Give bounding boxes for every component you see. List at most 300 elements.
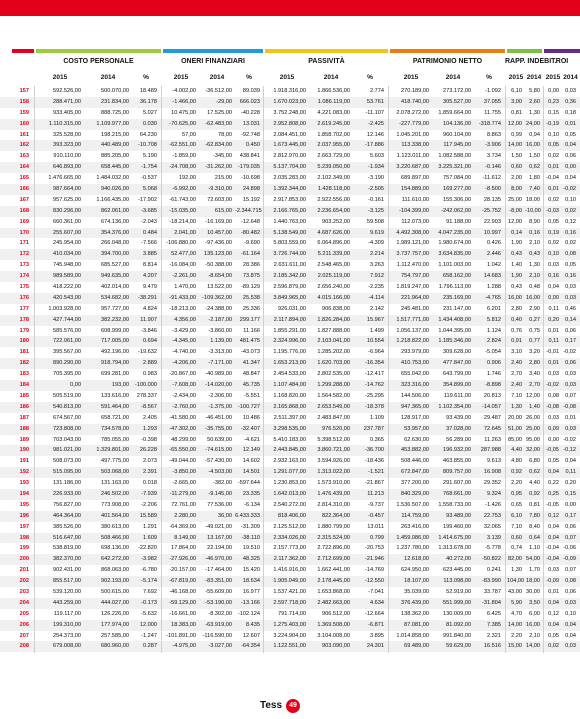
table-cell: -5.778 (485, 545, 501, 552)
table-cell: 9.479 (143, 284, 157, 291)
table-cell: 6,80 (529, 458, 540, 465)
table-cell: -21.946 (365, 556, 384, 563)
table-cell: -18.213,00 (169, 305, 196, 312)
table-cell: 1.056.137,00 (396, 327, 429, 334)
table-cell: 199.460,00 (443, 523, 471, 530)
table-cell: 2,70 (511, 371, 522, 378)
table-cell: -12.417 (365, 371, 384, 378)
table-cell: 1.653.213,00 (273, 360, 306, 367)
table-cell: 1,30 (511, 403, 522, 410)
table-cell: 1.918.316,00 (273, 88, 306, 94)
sub-header-pct: % (246, 74, 252, 81)
table-cell: 1.112.470,00 (396, 262, 429, 269)
table-cell: 2.922.556,00 (317, 196, 350, 203)
table-cell: 0,00 (548, 88, 559, 94)
table-cell: 69.489,00 (404, 643, 429, 650)
table-cell: 0,03 (565, 599, 576, 606)
table-cell: 8,00 (511, 186, 522, 193)
table-cell: 199.310,00 (53, 621, 81, 628)
table-cell: 902.193,00 (101, 578, 129, 585)
table-cell: -102.124 (237, 610, 260, 617)
table-cell: 1.139,00 (210, 338, 232, 345)
table-cell: -318.774 (478, 120, 501, 127)
table-cell: 9.613 (487, 458, 501, 465)
table-cell: 1,10 (529, 545, 540, 552)
table-cell: 10.457,00 (207, 229, 232, 236)
table-cell: -10,00 (525, 207, 541, 214)
table-cell: 0,05 (548, 632, 559, 639)
table-cell: -8.567 (141, 403, 157, 410)
table-cell: 3,10 (511, 349, 522, 356)
table-cell: -3.027,00 (208, 643, 232, 650)
table-cell: 0.484 (143, 229, 157, 236)
table-cell: 646.893,00 (53, 164, 81, 171)
table-cell: 4.015.166,00 (317, 294, 350, 301)
table-cell: 113.338,00 (401, 142, 429, 149)
table-cell: -36.700 (365, 447, 384, 454)
table-cell: -35.755,00 (205, 425, 232, 432)
table-cell: 508.073,00 (53, 458, 81, 465)
table-cell: 0,10 (548, 251, 559, 258)
table-cell: -40.989,00 (205, 371, 232, 378)
table-row (0, 315, 580, 326)
table-row (0, 554, 580, 565)
table-cell: -0,02 (563, 436, 576, 443)
table-cell: 22.903 (483, 218, 501, 225)
table-cell: 0.983 (143, 371, 157, 378)
table-cell: 0,20 (565, 480, 576, 487)
table-cell: 0,12 (548, 512, 559, 519)
table-cell: 1.517.771,00 (396, 316, 429, 323)
table-cell: 0,00 (548, 436, 559, 443)
table-cell: 0,60 (511, 164, 522, 171)
table-cell: 20,00 (508, 414, 522, 421)
table-cell: 680.960,00 (101, 643, 129, 650)
row-number: 202 (19, 578, 29, 585)
column-separator (34, 86, 35, 653)
table-cell: 6,10 (511, 512, 522, 519)
table-cell: 0,00 (548, 294, 559, 301)
table-cell: 773.908,00 (101, 501, 129, 508)
table-cell: 15.967 (366, 316, 384, 323)
table-cell: -6.871 (368, 621, 384, 628)
table-cell: 0.018 (143, 480, 157, 487)
sub-header-y2015: 2015 (279, 74, 295, 81)
table-cell: 0,05 (565, 131, 576, 138)
table-cell: 14,00 (526, 643, 540, 650)
table-cell: 5.603 (370, 153, 384, 160)
table-cell: 382.370,00 (53, 556, 81, 563)
table-cell: 1.536.507,00 (396, 501, 429, 508)
table-row (0, 413, 580, 424)
table-row (0, 140, 580, 151)
table-cell: 505.519,00 (53, 392, 81, 399)
table-cell: 4,40 (511, 447, 522, 454)
table-cell: 7.692 (143, 588, 157, 595)
table-cell: 4.221.083,00 (317, 109, 350, 116)
top-accent-bar (0, 0, 580, 16)
table-cell: 508.466,00 (101, 534, 129, 541)
table-cell: 0,02 (548, 196, 559, 203)
column-separator (161, 86, 162, 653)
table-cell: -4.345,00 (172, 338, 196, 345)
table-cell: -27.926,00 (169, 556, 196, 563)
table-cell: 0,03 (548, 262, 559, 269)
table-cell: 245.481,00 (401, 305, 429, 312)
table-cell: 0,40 (511, 316, 522, 323)
table-cell: 53.957,00 (404, 425, 429, 432)
table-cell: 0.030 (143, 120, 157, 127)
table-cell: 395.567,00 (53, 349, 81, 356)
table-cell: 135.123,00 (204, 251, 232, 258)
table-cell: 0,25 (548, 490, 559, 497)
table-cell: 16,00 (526, 142, 540, 149)
table-cell: 29.487 (483, 414, 501, 421)
table-cell: 6,00 (529, 610, 540, 617)
table-cell: 3.885 (143, 251, 157, 258)
table-row (0, 293, 580, 304)
table-cell: -5.551 (244, 392, 260, 399)
table-cell: 1,70 (529, 567, 540, 574)
table-cell: 2.540.272,00 (273, 501, 306, 508)
table-cell: 0,46 (565, 305, 576, 312)
table-cell: -70.625,00 (169, 120, 196, 127)
table-cell: 10.554 (366, 338, 384, 345)
table-cell: 1.293 (143, 425, 157, 432)
row-number: 173 (19, 262, 29, 269)
table-cell: -6.134 (244, 501, 260, 508)
table-cell: 0,04 (565, 142, 576, 149)
table-cell: 0,04 (565, 458, 576, 465)
table-cell: 0,11 (548, 338, 559, 345)
table-cell: 0,05 (548, 142, 559, 149)
table-cell: 11.907 (140, 316, 157, 323)
table-cell: 291.607,00 (443, 480, 471, 487)
table-cell: -1.754 (141, 164, 157, 171)
table-cell: 0,81 (529, 501, 540, 508)
table-cell: -55.609,00 (205, 588, 232, 595)
table-cell: 2.932.163,00 (273, 458, 306, 465)
table-row (0, 195, 580, 206)
table-cell: 93.489,00 (446, 512, 471, 519)
table-row (0, 587, 580, 598)
table-cell: 463.855,00 (443, 458, 471, 465)
table-cell: 40.272,00 (446, 556, 471, 563)
table-cell: -67.819,00 (169, 578, 196, 585)
table-cell: 2.315.524,00 (317, 534, 350, 541)
row-number: 208 (19, 643, 29, 650)
table-cell: 2.454.533,00 (273, 371, 306, 378)
table-cell: -62.834,00 (205, 142, 232, 149)
table-cell: 918.794,00 (101, 360, 129, 367)
table-row (0, 184, 580, 195)
table-cell: 131.163,00 (101, 480, 129, 487)
table-cell: 0,01 (565, 120, 576, 127)
table-cell: 278.337 (136, 392, 157, 399)
table-cell: 144.506,00 (401, 392, 429, 399)
table-cell: 1.609 (143, 534, 157, 541)
table-cell: 0,03 (565, 643, 576, 650)
table-cell: 221.964,00 (401, 294, 429, 301)
row-number: 174 (19, 273, 29, 280)
column-separator (543, 86, 544, 653)
table-cell: 1.218.822,00 (396, 338, 429, 345)
table-cell: 438.841 (239, 153, 260, 160)
table-cell: 1.285.202,00 (317, 349, 350, 356)
table-cell: 192,00 (178, 175, 196, 182)
sub-header-pct: % (367, 74, 373, 81)
row-number: 201 (19, 567, 29, 574)
table-cell: 43,00 (508, 588, 522, 595)
table-cell: -0,09 (546, 578, 559, 585)
table-cell: 1.746 (487, 371, 501, 378)
table-cell: 0,43 (529, 251, 540, 258)
table-cell: 768.661,00 (443, 490, 471, 497)
table-cell: -101.891,00 (166, 632, 196, 639)
table-cell: 2.125.512,00 (273, 523, 306, 530)
table-cell: 133.616,00 (101, 392, 129, 399)
table-cell: 1.124 (487, 327, 501, 334)
table-cell: 0,07 (565, 392, 576, 399)
table-cell: 266.048,00 (101, 240, 129, 247)
table-cell: 10.486 (242, 414, 260, 421)
table-cell: 1.980.674,00 (438, 240, 471, 247)
table-cell: 1.827.888,00 (317, 327, 350, 334)
table-cell: 0.906 (487, 360, 501, 367)
table-cell: 0,81 (511, 109, 522, 116)
table-cell: -0.537 (141, 175, 157, 182)
sub-header-y2014: 2014 (445, 74, 461, 81)
table-cell: 5,80 (529, 88, 540, 94)
table-cell: 15.192 (242, 196, 260, 203)
table-cell: 2.117.362,00 (273, 556, 306, 563)
table-cell: 756.827,00 (53, 501, 81, 508)
sub-header-y2015: 2015 (173, 74, 189, 81)
table-cell: 1.866.536,00 (317, 88, 350, 94)
row-number: 190 (19, 447, 29, 454)
table-cell: 989.589,00 (53, 273, 81, 280)
table-cell: 226.933,00 (53, 490, 81, 497)
table-cell: 380.613,00 (101, 523, 129, 530)
table-row (0, 206, 580, 217)
table-row (0, 467, 580, 478)
table-cell: -2.344.715 (235, 207, 262, 214)
table-cell: 903.090,00 (322, 643, 350, 650)
table-cell: 24.898 (242, 186, 260, 193)
table-cell: 2.446 (487, 251, 501, 258)
table-cell: -12.664 (365, 610, 384, 617)
table-cell: -3.860,00 (208, 327, 232, 334)
table-cell: 623.445,00 (443, 567, 471, 574)
table-row (0, 260, 580, 271)
table-cell: 25,00 (526, 425, 540, 432)
table-cell: 410.753,00 (401, 360, 429, 367)
table-cell: 41.347 (242, 360, 260, 367)
table-cell: -1.426 (485, 501, 501, 508)
table-cell: 18.489 (139, 88, 157, 94)
table-cell: 2.656.240,00 (317, 284, 350, 291)
table-cell: 177.974,00 (101, 621, 129, 628)
table-cell: 4.492.308,00 (396, 229, 429, 236)
row-number: 162 (19, 142, 29, 149)
table-cell: 0,03 (548, 567, 559, 574)
table-cell: 0,00 (565, 501, 576, 508)
table-cell: 1.109 (370, 414, 384, 421)
table-cell: 976.520,00 (322, 425, 350, 432)
table-cell: 0,11 (565, 469, 576, 476)
table-cell: 0,04 (548, 284, 559, 291)
table-cell: 0,00 (70, 382, 81, 389)
table-cell: 117.945,00 (443, 142, 471, 149)
table-cell: 745.948,00 (53, 262, 81, 269)
table-cell: 112.073,00 (401, 218, 429, 225)
table-cell: -6.780 (141, 567, 157, 574)
table-cell: 18.634 (242, 578, 260, 585)
table-cell: -89.129 (241, 284, 260, 291)
row-number: 182 (19, 360, 29, 367)
table-cell: 25.538 (242, 294, 260, 301)
table-cell: 947.365,00 (401, 403, 429, 410)
table-cell: 1.476.439,00 (317, 490, 350, 497)
table-cell: 1.230.853,00 (273, 480, 306, 487)
table-cell: -24.388,00 (205, 305, 232, 312)
table-cell: 1,30 (511, 567, 522, 574)
table-cell: -0,08 (546, 403, 559, 410)
table-cell: 2,70 (529, 382, 540, 389)
table-cell: -0,04 (546, 556, 559, 563)
table-cell: 591.464,00 (101, 403, 129, 410)
table-cell: 299.177 (239, 316, 260, 323)
table-cell: 62.630,00 (404, 436, 429, 443)
table-cell: 0,04 (548, 534, 559, 541)
column-separator (263, 86, 264, 653)
table-cell: 0,04 (565, 175, 576, 182)
table-cell: 1.275.403,00 (273, 621, 306, 628)
table-cell: 660.361,00 (53, 218, 81, 225)
table-row (0, 162, 580, 173)
table-cell: 4.824 (143, 305, 157, 312)
table-cell: 11.755 (484, 109, 501, 116)
table-cell: 679.008,00 (53, 643, 81, 650)
table-cell: -17.902 (138, 196, 157, 203)
data-table (0, 86, 580, 652)
table-cell: 13.167,00 (207, 534, 232, 541)
table-cell: 3.225.321,00 (438, 164, 471, 171)
table-cell: -4.740,00 (172, 349, 196, 356)
table-cell: 0,03 (548, 414, 559, 421)
table-cell: 2,40 (511, 360, 522, 367)
table-cell: 401.564,00 (101, 512, 129, 519)
row-number: 176 (19, 294, 29, 301)
table-cell: 5.803.559,00 (273, 240, 306, 247)
table-cell: 3.104.008,00 (317, 632, 350, 639)
table-cell: 672.847,00 (401, 469, 429, 476)
table-cell: 0,92 (511, 469, 522, 476)
row-number: 197 (19, 523, 29, 530)
table-cell: 410.034,00 (53, 251, 81, 258)
header-costo-personale: COSTO PERSONALE (63, 58, 134, 65)
table-cell: 1.166.435,00 (96, 196, 129, 203)
row-number: 170 (19, 229, 29, 236)
table-cell: 464.364,00 (53, 512, 81, 519)
table-cell: 534.682,00 (101, 294, 129, 301)
column-separator (505, 86, 506, 653)
table-row (0, 238, 580, 249)
table-cell: -12.648 (241, 218, 260, 225)
table-cell: 45.735 (242, 382, 260, 389)
table-cell: 3.849.965,00 (273, 294, 306, 301)
table-cell: -0,03 (546, 207, 559, 214)
table-cell: -0,02 (546, 382, 559, 389)
table-cell: 818.406,00 (278, 512, 306, 519)
table-cell: 1.440.763,00 (273, 218, 306, 225)
table-cell: -3.846 (141, 327, 157, 334)
row-number: 184 (19, 382, 29, 389)
table-cell: -106.880,00 (166, 240, 196, 247)
table-cell: 444.027,00 (101, 599, 129, 606)
table-cell: -4.503,00 (208, 469, 232, 476)
table-cell: 237.787 (363, 425, 384, 432)
table-cell: 72.761,00 (171, 501, 196, 508)
table-cell: 0.365 (370, 436, 384, 443)
table-cell: 0,91 (511, 338, 522, 345)
table-cell: 685.527,00 (101, 262, 129, 269)
table-cell: 13.031 (242, 120, 260, 127)
table-cell: 1.288 (487, 284, 501, 291)
table-cell: 2.102.349,00 (317, 175, 350, 182)
table-cell: 0,23 (548, 98, 559, 105)
page-number: 49 (286, 699, 300, 713)
table-cell: 2.511.397,00 (273, 414, 306, 421)
table-cell: 689.897,00 (401, 175, 429, 182)
table-cell: 585.576,00 (53, 327, 81, 334)
table-cell: 16,00 (526, 621, 540, 628)
table-cell: 1.670.023,00 (273, 98, 306, 105)
table-cell: 1.484.032,00 (96, 175, 129, 182)
sub-header-y2015: 2015 (545, 74, 561, 81)
table-cell: 402.014,00 (101, 284, 129, 291)
table-cell: -100.727 (237, 403, 260, 410)
table-cell: 1.291 (143, 523, 157, 530)
table-cell: -17.886 (365, 142, 384, 149)
table-cell: 2.178.445,00 (317, 578, 350, 585)
table-cell: 394.700,00 (101, 251, 129, 258)
row-number: 186 (19, 403, 29, 410)
table-cell: 0.241 (487, 567, 501, 574)
table-cell: 2.280,00 (174, 512, 196, 519)
table-cell: 0,16 (529, 229, 540, 236)
table-cell: 1.470,00 (174, 284, 196, 291)
table-row (0, 130, 580, 141)
table-cell: 33.787 (483, 588, 501, 595)
table-cell: 957.727,00 (101, 305, 129, 312)
table-cell: 114.759,00 (401, 512, 429, 519)
table-cell: 0,11 (548, 305, 559, 312)
row-number: 204 (19, 599, 29, 606)
table-cell: -38.291 (138, 294, 157, 301)
table-cell: -6.992,00 (172, 186, 196, 193)
row-number: 178 (19, 316, 29, 323)
table-cell: 32,00 (526, 447, 540, 454)
table-cell: 3.298.535,00 (273, 425, 306, 432)
table-row (0, 565, 580, 576)
band-rapp (507, 49, 542, 53)
table-cell: 0,03 (548, 371, 559, 378)
table-cell: 12.000 (139, 621, 157, 628)
table-cell: 51,00 (508, 425, 522, 432)
table-row (0, 347, 580, 358)
table-cell: 1.045.201,00 (396, 131, 429, 138)
